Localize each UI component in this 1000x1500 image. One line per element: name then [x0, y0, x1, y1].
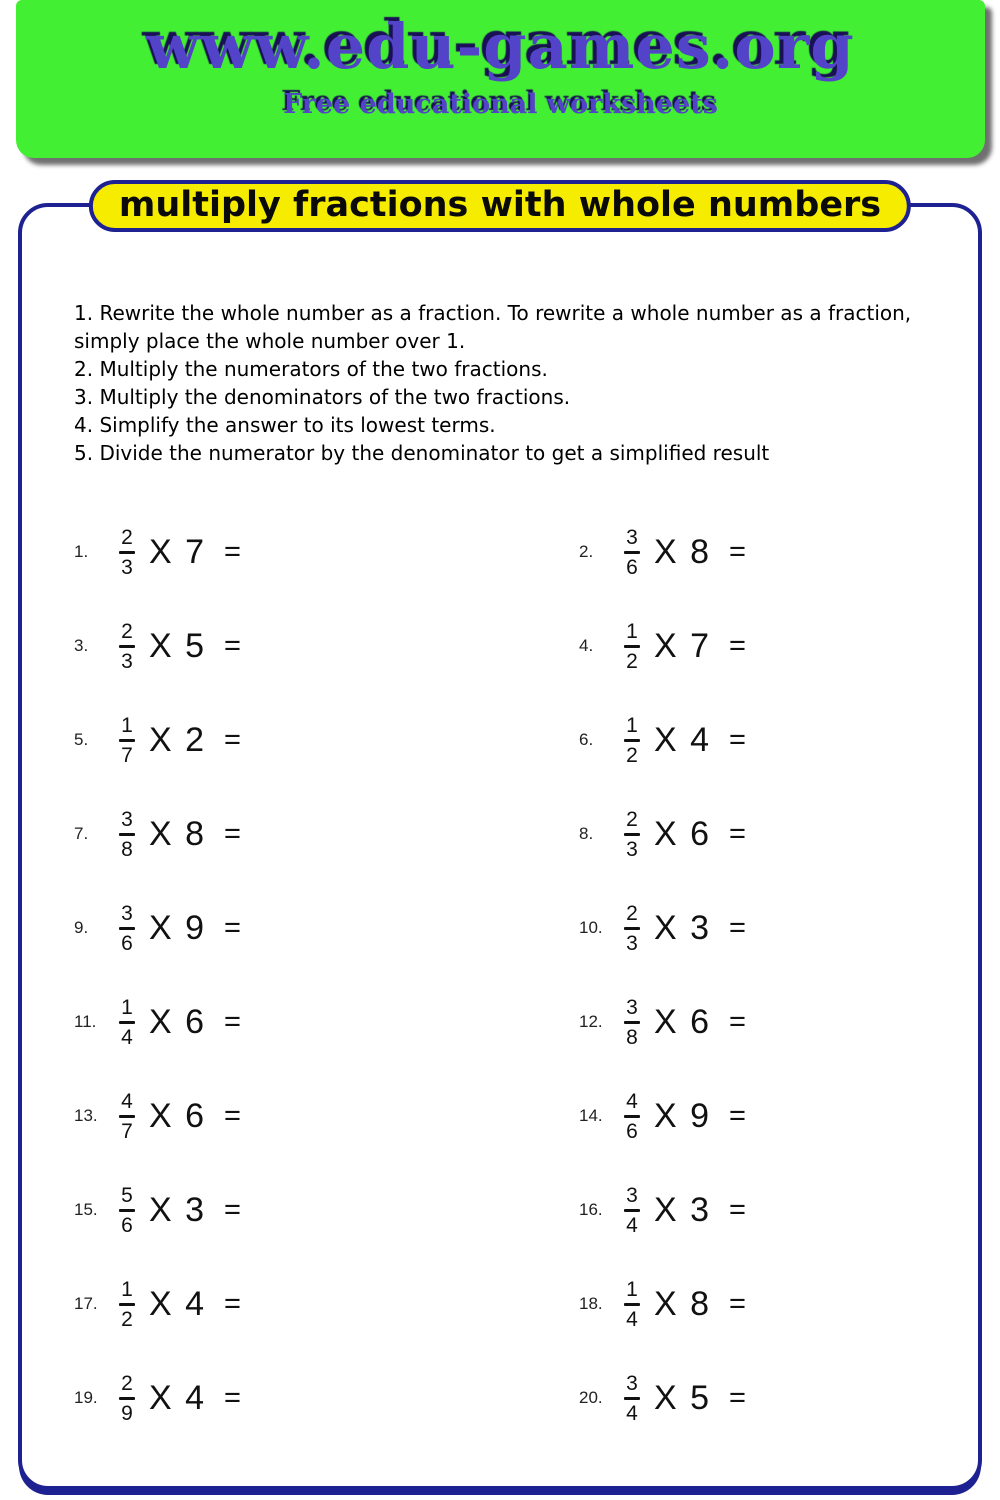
fraction-numerator: 4: [121, 1089, 133, 1113]
site-tagline: Free educational worksheets: [283, 89, 718, 120]
fraction: [621, 997, 643, 1048]
fraction-bar: [119, 1209, 135, 1212]
fraction-numerator: 1: [626, 1277, 638, 1301]
multiply-expression: X 4: [149, 1284, 205, 1323]
multiply-expression: X 4: [149, 1378, 205, 1417]
fraction: [116, 1185, 138, 1236]
fraction: [621, 1373, 643, 1424]
equals-sign: =: [729, 1193, 746, 1226]
instruction-line: 5. Divide the numerator by the denominator to get a simplified result: [74, 441, 770, 465]
equals-sign: =: [729, 535, 746, 568]
problem-number: 15.: [74, 1200, 98, 1219]
equals-sign: =: [729, 817, 746, 850]
equals-sign: =: [729, 1381, 746, 1414]
problem-number: 17.: [74, 1294, 98, 1313]
instruction-line: 4. Simplify the answer to its lowest terms.: [74, 413, 496, 437]
equals-sign: =: [729, 723, 746, 756]
fraction-numerator: 2: [121, 1371, 133, 1395]
problem-row: [579, 1373, 978, 1424]
multiply-expression: X 8: [149, 814, 205, 853]
problem-number: 8.: [579, 824, 594, 843]
problem-number: 13.: [74, 1106, 98, 1125]
equals-sign: =: [224, 911, 241, 944]
fraction-numerator: 5: [121, 1183, 133, 1207]
fraction: [116, 809, 138, 860]
problem-number: 14.: [579, 1106, 603, 1125]
fraction-numerator: 3: [121, 901, 133, 925]
problem-number: 1.: [74, 542, 89, 561]
fraction-denominator: 2: [626, 649, 638, 673]
fraction-bar: [624, 645, 640, 648]
fraction-denominator: 7: [121, 743, 133, 767]
fraction-bar: [119, 551, 135, 554]
problem-number: 12.: [579, 1012, 603, 1031]
multiply-expression: X 8: [654, 532, 710, 571]
problem-row: [579, 1185, 978, 1236]
multiply-expression: X 3: [654, 908, 710, 947]
fraction: [621, 903, 643, 954]
instructions-list: [74, 299, 956, 467]
fraction: [621, 621, 643, 672]
multiply-expression: X 5: [654, 1378, 710, 1417]
problem-number: 6.: [579, 730, 594, 749]
fraction-numerator: 1: [121, 1277, 133, 1301]
problem-row: [74, 1279, 579, 1330]
fraction-denominator: 8: [121, 837, 133, 861]
fraction-bar: [624, 1115, 640, 1118]
equals-sign: =: [224, 1005, 241, 1038]
multiply-expression: X 3: [149, 1190, 205, 1229]
problem-number: 19.: [74, 1388, 98, 1407]
equals-sign: =: [224, 1193, 241, 1226]
multiply-expression: X 6: [654, 814, 710, 853]
problem-row: [579, 715, 978, 766]
problem-row: [579, 621, 978, 672]
fraction: [116, 1091, 138, 1142]
fraction-numerator: 3: [121, 807, 133, 831]
multiply-expression: X 4: [654, 720, 710, 759]
problem-row: [74, 621, 579, 672]
worksheet-container: [18, 185, 982, 1490]
fraction-bar: [624, 551, 640, 554]
problem-number: 10.: [579, 918, 603, 937]
fraction-denominator: 3: [121, 649, 133, 673]
fraction-denominator: 8: [626, 1025, 638, 1049]
multiply-expression: X 2: [149, 720, 205, 759]
fraction-bar: [119, 833, 135, 836]
equals-sign: =: [224, 1381, 241, 1414]
multiply-expression: X 6: [149, 1002, 205, 1041]
fraction-bar: [119, 1397, 135, 1400]
fraction-numerator: 2: [626, 901, 638, 925]
fraction: [116, 997, 138, 1048]
problem-number: 5.: [74, 730, 89, 749]
fraction-numerator: 1: [626, 619, 638, 643]
multiply-expression: X 9: [149, 908, 205, 947]
problem-number: 11.: [74, 1012, 97, 1031]
equals-sign: =: [729, 1005, 746, 1038]
fraction-numerator: 1: [121, 713, 133, 737]
fraction: [621, 527, 643, 578]
equals-sign: =: [224, 1287, 241, 1320]
fraction-denominator: 6: [121, 931, 133, 955]
multiply-expression: X 7: [654, 626, 710, 665]
fraction-denominator: 7: [121, 1119, 133, 1143]
equals-sign: =: [224, 1099, 241, 1132]
equals-sign: =: [224, 535, 241, 568]
fraction-denominator: 3: [626, 931, 638, 955]
equals-sign: =: [224, 817, 241, 850]
fraction: [116, 1279, 138, 1330]
equals-sign: =: [729, 1287, 746, 1320]
multiply-expression: X 3: [654, 1190, 710, 1229]
problem-row: [74, 1091, 579, 1142]
equals-sign: =: [224, 723, 241, 756]
fraction: [116, 903, 138, 954]
fraction-numerator: 3: [626, 1371, 638, 1395]
fraction-denominator: 6: [121, 1213, 133, 1237]
instruction-line: 1. Rewrite the whole number as a fraction. To rewrite a whole number as a fraction, simply place the whole number over 1.: [74, 301, 912, 353]
problem-row: [74, 715, 579, 766]
fraction-bar: [119, 927, 135, 930]
problem-number: 4.: [579, 636, 594, 655]
fraction: [116, 621, 138, 672]
fraction-bar: [119, 1021, 135, 1024]
multiply-expression: X 6: [149, 1096, 205, 1135]
fraction-bar: [624, 1303, 640, 1306]
equals-sign: =: [729, 629, 746, 662]
problem-row: [579, 1279, 978, 1330]
fraction-bar: [624, 927, 640, 930]
problem-number: 9.: [74, 918, 89, 937]
fraction: [621, 1185, 643, 1236]
fraction-denominator: 6: [626, 555, 638, 579]
fraction-bar: [624, 1209, 640, 1212]
site-title: www.edu-games.org: [146, 10, 855, 83]
problem-number: 16.: [579, 1200, 603, 1219]
problem-row: [579, 527, 978, 578]
fraction-numerator: 3: [626, 525, 638, 549]
problem-number: 2.: [579, 542, 594, 561]
fraction-bar: [119, 1303, 135, 1306]
fraction-numerator: 1: [121, 995, 133, 1019]
problem-row: [74, 809, 579, 860]
problem-row: [74, 1373, 579, 1424]
multiply-expression: X 6: [654, 1002, 710, 1041]
fraction-numerator: 3: [626, 995, 638, 1019]
fraction-numerator: 2: [121, 525, 133, 549]
fraction: [621, 1091, 643, 1142]
fraction-bar: [624, 1021, 640, 1024]
fraction-bar: [624, 739, 640, 742]
fraction-denominator: 4: [626, 1401, 638, 1425]
fraction-denominator: 6: [626, 1119, 638, 1143]
multiply-expression: X 7: [149, 532, 205, 571]
instruction-line: 3. Multiply the denominators of the two fractions.: [74, 385, 571, 409]
problem-number: 3.: [74, 636, 89, 655]
problem-number: 18.: [579, 1294, 603, 1313]
problem-row: [74, 527, 579, 578]
problem-row: [579, 903, 978, 954]
fraction-bar: [119, 645, 135, 648]
fraction: [621, 809, 643, 860]
instruction-line: 2. Multiply the numerators of the two fractions.: [74, 357, 548, 381]
problem-row: [579, 997, 978, 1048]
multiply-expression: X 9: [654, 1096, 710, 1135]
problem-row: [579, 809, 978, 860]
fraction: [116, 1373, 138, 1424]
multiply-expression: X 8: [654, 1284, 710, 1323]
problem-row: [579, 1091, 978, 1142]
fraction-denominator: 9: [121, 1401, 133, 1425]
fraction-numerator: 2: [121, 619, 133, 643]
problem-row: [74, 997, 579, 1048]
multiply-expression: X 5: [149, 626, 205, 665]
site-header: [16, 0, 985, 158]
fraction-denominator: 2: [121, 1307, 133, 1331]
fraction-denominator: 3: [121, 555, 133, 579]
fraction-denominator: 4: [121, 1025, 133, 1049]
fraction: [621, 715, 643, 766]
fraction-denominator: 4: [626, 1307, 638, 1331]
fraction: [621, 1279, 643, 1330]
equals-sign: =: [729, 911, 746, 944]
worksheet-title: multiply fractions with whole numbers: [89, 180, 911, 232]
problem-row: [74, 903, 579, 954]
fraction-denominator: 2: [626, 743, 638, 767]
problem-row: [74, 1185, 579, 1236]
problem-number: 20.: [579, 1388, 603, 1407]
fraction-bar: [624, 833, 640, 836]
problems-grid: [22, 505, 978, 1445]
fraction-numerator: 2: [626, 807, 638, 831]
fraction-numerator: 3: [626, 1183, 638, 1207]
fraction: [116, 527, 138, 578]
problem-number: 7.: [74, 824, 89, 843]
fraction-bar: [119, 1115, 135, 1118]
fraction-bar: [624, 1397, 640, 1400]
fraction-bar: [119, 739, 135, 742]
fraction: [116, 715, 138, 766]
equals-sign: =: [729, 1099, 746, 1132]
fraction-numerator: 1: [626, 713, 638, 737]
fraction-denominator: 4: [626, 1213, 638, 1237]
equals-sign: =: [224, 629, 241, 662]
fraction-denominator: 3: [626, 837, 638, 861]
fraction-numerator: 4: [626, 1089, 638, 1113]
